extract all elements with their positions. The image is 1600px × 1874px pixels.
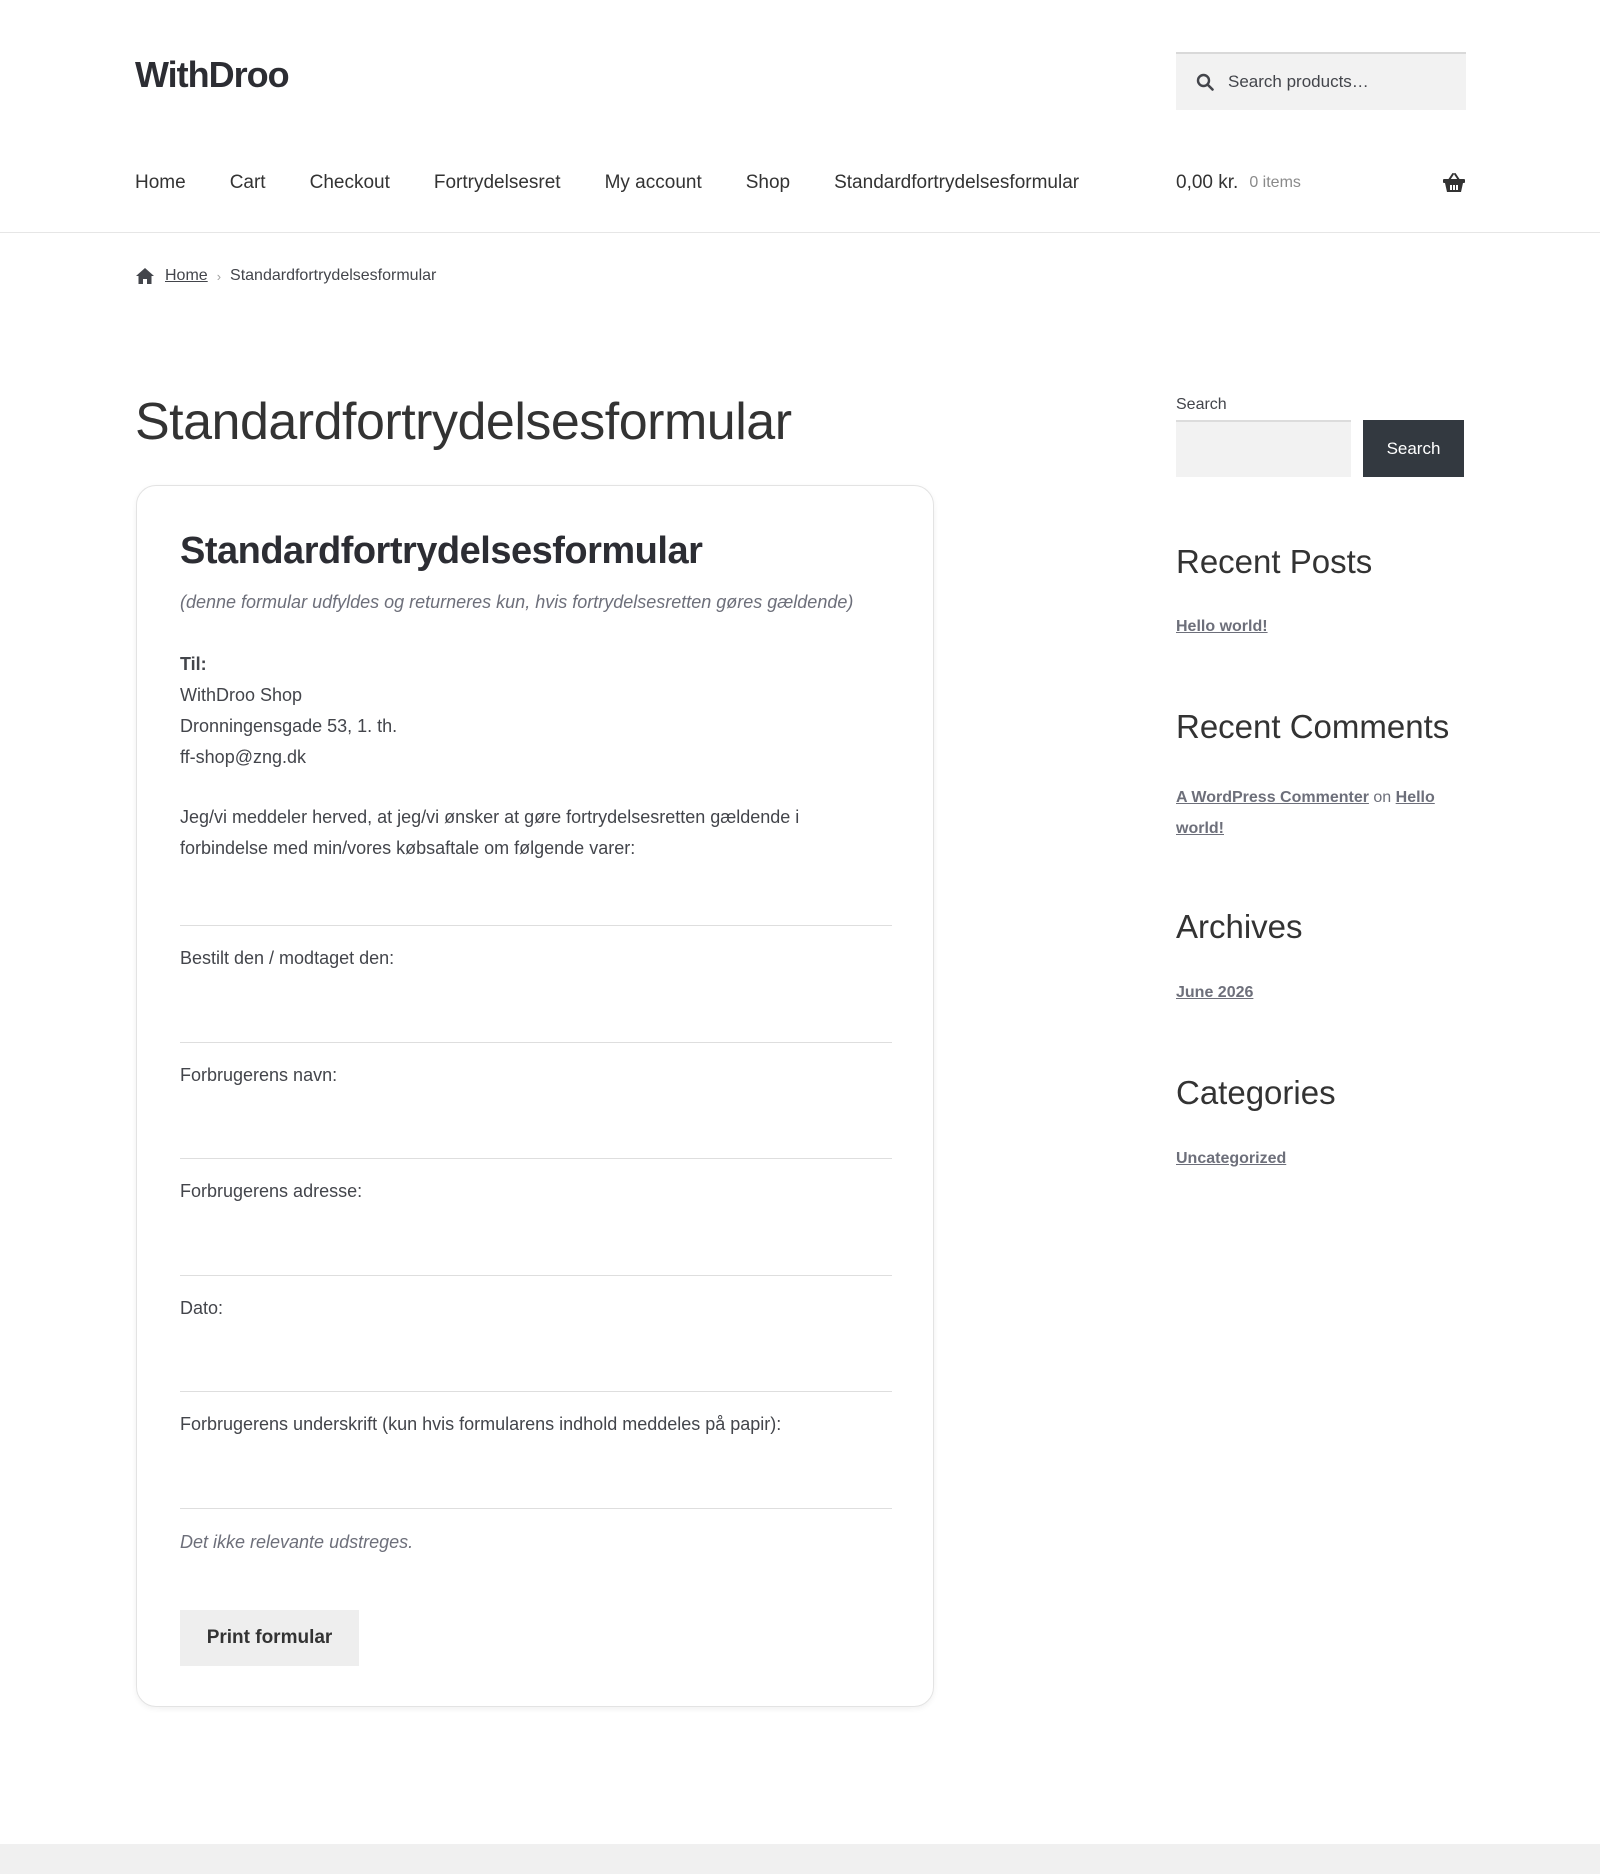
comment-on-text: on xyxy=(1373,789,1392,806)
field-label: Dato: xyxy=(180,1298,224,1318)
form-footnote: Det ikke relevante udstreges. xyxy=(180,1532,414,1552)
footer xyxy=(0,1844,1600,1874)
form-note: (denne formular udfyldes og returneres kun, hvis fortrydelsesretten gøres gældende) xyxy=(180,592,854,612)
withdrawal-statement: Jeg/vi meddeler herved, at jeg/vi ønsker at gøre fortrydelsesretten gældende i forbindelse med min/vores købsaftale om følgende varer: xyxy=(180,807,800,858)
form-field-divider xyxy=(180,1508,892,1509)
cart-amount: 0,00 kr. xyxy=(1176,172,1239,193)
nav-fortrydelsesret[interactable]: Fortrydelsesret xyxy=(433,172,561,193)
cart-count: 0 items xyxy=(1249,174,1301,191)
header-cart[interactable] xyxy=(1176,168,1466,198)
page-title: Standardfortrydelsesformular xyxy=(135,393,792,451)
form-field-order-date[interactable] xyxy=(180,925,892,969)
nav-home[interactable]: Home xyxy=(135,172,186,193)
archive-link[interactable]: June 2026 xyxy=(1176,984,1254,1001)
form-field-signature[interactable] xyxy=(180,1391,892,1435)
main-navigation xyxy=(135,168,1123,198)
breadcrumb xyxy=(135,265,436,287)
product-search[interactable] xyxy=(1176,52,1466,110)
category-link[interactable]: Uncategorized xyxy=(1176,1150,1287,1167)
archives-title: Archives xyxy=(1176,908,1303,945)
withdrawal-form-card xyxy=(136,485,934,1707)
recipient-address: Dronningensgade 53, 1. th. xyxy=(180,716,398,736)
comment-author-link[interactable]: A WordPress Commenter xyxy=(1176,789,1369,806)
field-label: Forbrugerens underskrift (kun hvis formularens indhold meddeles på papir): xyxy=(180,1414,782,1434)
recipient-label: Til: xyxy=(180,654,207,674)
header-divider xyxy=(0,232,1600,233)
recent-comment-item xyxy=(1176,782,1456,844)
nav-shop[interactable]: Shop xyxy=(745,172,791,193)
form-field-consumer-name[interactable] xyxy=(180,1042,892,1086)
recent-post-link[interactable]: Hello world! xyxy=(1176,618,1268,635)
nav-my-account[interactable]: My account xyxy=(604,172,702,193)
sidebar-search-label: Search xyxy=(1176,396,1227,413)
nav-standardfortrydelsesformular[interactable]: Standardfortrydelsesformular xyxy=(834,172,1080,193)
recent-posts-title: Recent Posts xyxy=(1176,543,1373,580)
form-field-consumer-address[interactable] xyxy=(180,1158,892,1202)
breadcrumb-current: Standardfortrydelsesformular xyxy=(230,267,437,284)
breadcrumb-home-link[interactable]: Home xyxy=(165,267,208,284)
recipient-block xyxy=(180,649,397,773)
nav-checkout[interactable]: Checkout xyxy=(309,172,390,193)
sidebar-search-input[interactable] xyxy=(1176,420,1351,477)
product-search-input[interactable] xyxy=(1226,71,1460,93)
field-label: Bestilt den / modtaget den: xyxy=(180,948,395,968)
sidebar-search-button[interactable]: Search xyxy=(1363,420,1464,477)
field-label: Forbrugerens navn: xyxy=(180,1065,338,1085)
search-icon xyxy=(1196,72,1216,92)
recent-comments-title: Recent Comments xyxy=(1176,708,1450,745)
nav-cart[interactable]: Cart xyxy=(229,172,266,193)
comment-post-link[interactable]: Hello world! xyxy=(1176,789,1435,837)
recipient-email: ff-shop@zng.dk xyxy=(180,747,307,767)
form-field-date[interactable] xyxy=(180,1275,892,1319)
field-label: Forbrugerens adresse: xyxy=(180,1181,363,1201)
home-icon xyxy=(135,267,155,285)
basket-icon xyxy=(1442,172,1466,194)
chevron-right-icon: › xyxy=(216,268,222,284)
site-title[interactable]: WithDroo xyxy=(135,54,289,95)
recipient-name: WithDroo Shop xyxy=(180,685,303,705)
print-form-button[interactable]: Print formular xyxy=(180,1610,359,1666)
form-heading: Standardfortrydelsesformular xyxy=(180,530,703,572)
categories-title: Categories xyxy=(1176,1074,1336,1111)
